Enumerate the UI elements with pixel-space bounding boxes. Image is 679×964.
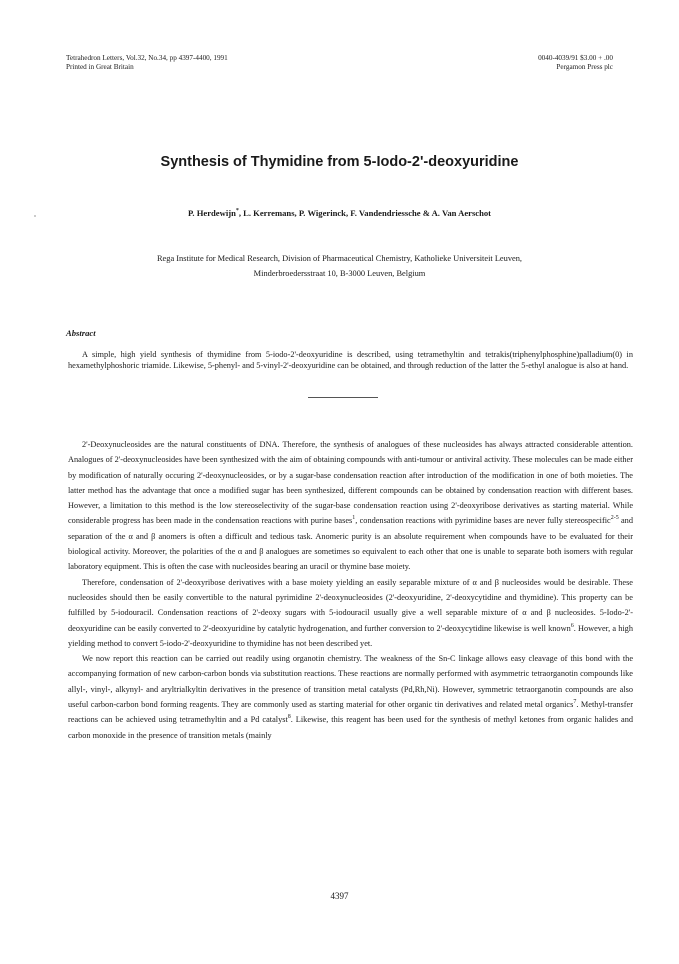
reference-mark: 6 — [570, 622, 574, 629]
affiliation — [0, 251, 679, 281]
abstract-heading: Abstract — [66, 328, 96, 338]
paragraph-3-part-b: . Methyl-transfer reactions can be achieved using tetramethyltin and a Pd catalyst — [68, 700, 633, 725]
author-list — [0, 208, 679, 218]
paragraph-1 — [68, 437, 633, 575]
publisher-line: Pergamon Press plc — [556, 63, 613, 71]
reference-mark: 1 — [352, 515, 356, 522]
corresponding-author: P. Herdewijn — [187, 208, 236, 218]
reference-mark: 8 — [287, 714, 291, 721]
paragraph-3 — [68, 651, 633, 743]
paragraph-2-part-b: . However, a high yielding method to convert 5-iodo-2'-deoxyuridine to thymidine has not been described yet. — [68, 623, 633, 648]
paragraph-2-part-a: Therefore, condensation of 2'-deoxyribose derivatives with a base moiety yielding an easily separable mixture of α and β nucleosides would be desirable. These nucleosides should then be easily convertible to the natural pyrimidine 2'-deoxynucleosides (2'-deoxyuridine, 2'-deoxycytidine and thymidine). This property can be fulfilled by 5-iodouracil. Condensation reactions of 2'-deoxy sugars with 5-iodouracil usually give a well separable mixture of α and β nucleosides. 5-Iodo-2'-deoxyuridine can be easily converted to 2'-deoxyuridine by catalytic hydrogenation, and further conversion to 2'-deoxycytidine likewise is well known — [68, 577, 633, 633]
paragraph-2 — [68, 575, 633, 651]
paragraph-1-part-b: , condensation reactions with pyrimidine bases are never fully stereospecific — [355, 516, 611, 526]
issn-line: 0040-4039/91 $3.00 + .00 — [538, 54, 613, 62]
page-number: 4397 — [330, 891, 349, 901]
paragraph-3-part-a: We now report this reaction can be carried out readily using organotin chemistry. The weakness of the Sn-C linkage allows easy cleavage of this bond with the accompanying formation of new carbon-carbon bonds via substitution reactions. These reactions are normally performed with asymmetric tetraorganotin compounds like allyl-, vinyl-, alkynyl- and aryltrialkyltin derivatives in the presence of transition metal catalysts (Pd,Rh,Ni). However, symmetric tetraorganotin compounds are also useful carbon-carbon bond forming reagents. They are commonly used as starting material for other organic tin derivatives and related metal organics — [68, 654, 633, 710]
paragraph-1-part-c: and separation of the α and β anomers is often a difficult and tedious task. Anomeric purity is an absolute requirement when compounds have to be evaluated for their biological activity. Moreover, the polarities of the α and β analogues are sometimes so equivalent to each other that one is unable to separate both isomers with regular laboratory equipment. This is often the case with nucleosides bearing an uracil or thymine base moiety. — [68, 516, 633, 572]
affiliation-line-1: Rega Institute for Medical Research, Division of Pharmaceutical Chemistry, Katholieke Universiteit Leuven, — [156, 254, 523, 263]
journal-citation — [66, 54, 228, 72]
publisher-info — [538, 54, 613, 72]
paragraph-3-part-c: . Likewise, this reagent has been used for the synthesis of methyl ketones from organic halides and carbon monoxide in the presence of transition metals (mainly — [68, 715, 633, 740]
abstract-body — [68, 350, 633, 372]
reference-mark: 2-5 — [610, 515, 619, 522]
paper-title: Synthesis of Thymidine from 5-Iodo-2'-deoxyuridine — [160, 154, 519, 170]
corresponding-mark: * — [235, 208, 239, 215]
body-text — [68, 437, 633, 743]
abstract-text: A simple, high yield synthesis of thymidine from 5-iodo-2'-deoxyuridine is described, using tetramethyltin and tetrakis(triphenylphosphine)palladium(0) in hexamethylphoshoric triamide. Likewise, 5-phenyl- and 5-vinyl-2'-deoxyuridine can be obtained, and through reduction of the latter the 5-ethyl analogue is also at hand. — [68, 350, 633, 370]
paragraph-1-part-a: 2'-Deoxynucleosides are the natural constituents of DNA. Therefore, the synthesis of analogues of these nucleosides has always attracted considerable attention. Analogues of 2'-deoxynucleosides have been synthesized with the aim of obtaining compounds with anti-tumour or antiviral activity. These molecules can be made either by modification of naturally occuring 2'-deoxynucleosides, or by a sugar-base condensation reaction after introduction of the modification in one of both moieties. The latter method has the advantage that once a modified sugar has been synthesized, different compounds can be obtained by condensation reaction with different bases. However, a limitation to this method is the low stereoselectivity of the sugar-base condensation reaction using 2'-deoxyribose derivatives as starting material. While considerable progress has been made in the condensation reactions with purine bases — [68, 440, 633, 526]
co-authors: , L. Kerremans, P. Wigerinck, F. Vandendriessche & A. Van Aerschot — [238, 208, 492, 218]
journal-line: Tetrahedron Letters, Vol.32, No.34, pp 4397-4400, 1991 — [66, 54, 228, 62]
affiliation-line-2: Minderbroedersstraat 10, B-3000 Leuven, Belgium — [253, 269, 426, 278]
section-divider — [308, 397, 378, 398]
reference-mark: 7 — [573, 699, 577, 706]
printed-line: Printed in Great Britain — [66, 63, 134, 71]
